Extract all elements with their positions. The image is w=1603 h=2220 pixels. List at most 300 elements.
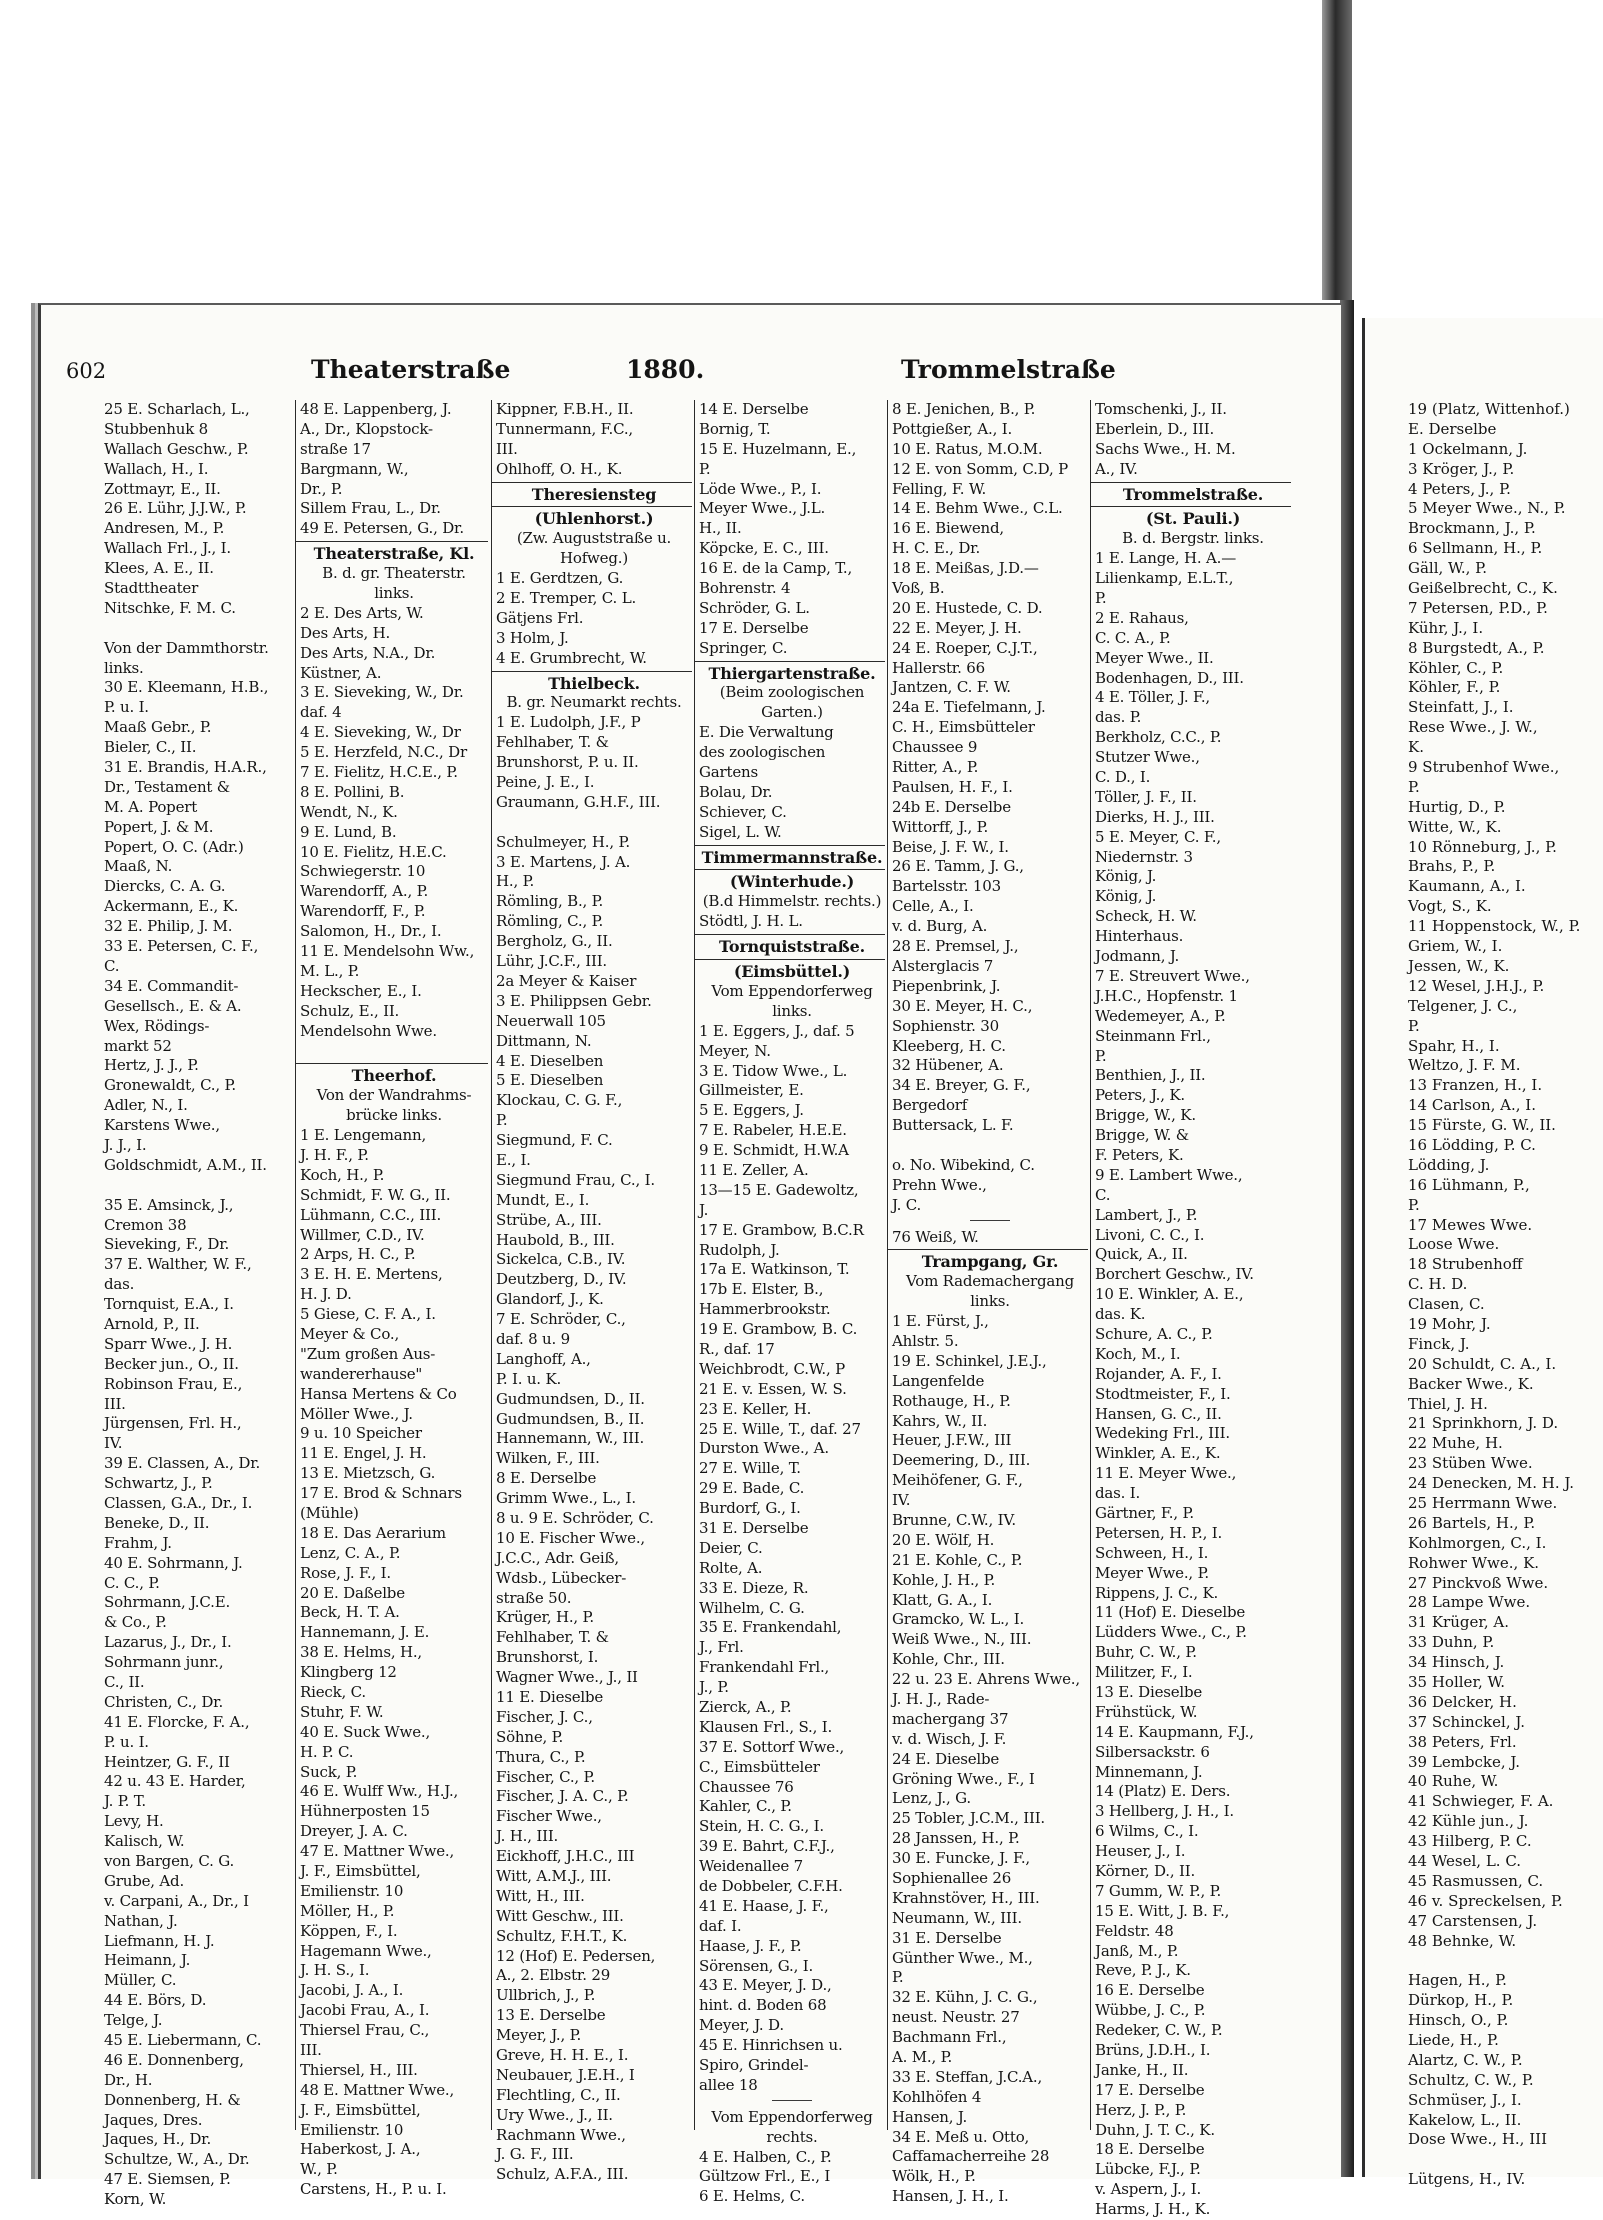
directory-entry: 10 E. Winkler, A. E., [1095, 1285, 1244, 1304]
directory-entry: Rudolph, J. [699, 1240, 780, 1259]
directory-entry: Duhn, J. T. C., K. [1095, 2120, 1215, 2139]
directory-entry: Haase, J. F., P. [699, 1936, 802, 1955]
directory-entry: 26 E. Tamm, J. G., [892, 857, 1024, 876]
directory-entry: Meyer Wwe., II. [1095, 648, 1214, 667]
directory-entry: markt 52 [104, 1036, 172, 1055]
section-rule [888, 1220, 1088, 1228]
directory-entry: Jacobi, J. A., I. [300, 1981, 404, 2000]
directory-entry: Nathan, J. [104, 1911, 178, 1930]
directory-entry: Clasen, C. [1408, 1295, 1485, 1314]
directory-entry: 23 Stüben Wwe. [1408, 1454, 1533, 1473]
directory-entry: Flechtling, C., II. [496, 2085, 621, 2104]
directory-entry: 32 E. Philip, J. M. [104, 917, 233, 936]
directory-entry: Kohlhöfen 4 [892, 2087, 982, 2106]
directory-entry: 9 Strubenhof Wwe., [1408, 758, 1560, 777]
directory-entry: Wagner Wwe., J., II [496, 1668, 638, 1687]
directory-entry: Haberkost, J. A., [300, 2140, 421, 2159]
directory-entry: Hannemann, W., III. [496, 1429, 645, 1448]
directory-entry: 28 Janssen, H., P. [892, 1829, 1020, 1848]
directory-entry: Schultz, C. W., P. [1408, 2070, 1534, 2089]
direction-note: links. [374, 584, 414, 603]
direction-note: B. d. gr. Theaterstr. [322, 564, 466, 583]
directory-entry: 46 E. Wulff Ww., H.J., [300, 1782, 459, 1801]
directory-entry: Janke, H., II. [1095, 2060, 1189, 2079]
directory-entry: Kühr, J., I. [1408, 618, 1484, 637]
directory-entry: Hammerbrookstr. [699, 1300, 831, 1319]
directory-entry: Hinsch, O., P. [1408, 2011, 1509, 2030]
directory-entry: Heimann, J. [104, 1951, 191, 1970]
directory-entry: Stein, H. C. G., I. [699, 1817, 824, 1836]
directory-entry: 15 E. Witt, J. B. F., [1095, 1901, 1230, 1920]
directory-entry: IV. [892, 1491, 911, 1510]
directory-entry: Schure, A. C., P. [1095, 1324, 1213, 1343]
directory-entry: Dr., H. [104, 2070, 153, 2089]
directory-entry: 24 E. Roeper, C.J.T., [892, 638, 1038, 657]
directory-entry: daf. 8 u. 9 [496, 1329, 570, 1348]
directory-entry: wandererhause" [300, 1364, 423, 1383]
directory-entry: Möller, H., P. [300, 1901, 395, 1920]
directory-entry: Griem, W., I. [1408, 937, 1503, 956]
directory-entry: Telgener, J. C., [1408, 996, 1518, 1015]
directory-entry: IV. [104, 1434, 123, 1453]
directory-entry: P. [1408, 777, 1420, 796]
directory-entry: 11 E. Mendelsohn Ww., [300, 942, 475, 961]
directory-entry: Langenfelde [892, 1371, 985, 1390]
directory-entry: Thiersel, H., III. [300, 2060, 418, 2079]
directory-entry: des zoologischen [699, 743, 826, 762]
directory-entry: 44 E. Börs, D. [104, 1991, 207, 2010]
directory-entry: P. [892, 1968, 904, 1987]
directory-entry: Jaques, Dres. [104, 2110, 203, 2129]
directory-entry: 33 E. Petersen, C. F., [104, 937, 259, 956]
directory-entry: Salomon, H., Dr., I. [300, 922, 442, 941]
directory-entry: Lilienkamp, E.L.T., [1095, 569, 1234, 588]
directory-entry: Wilken, F., III. [496, 1449, 600, 1468]
directory-entry: C. [104, 956, 120, 975]
directory-entry: Schmüser, J., I. [1408, 2090, 1522, 2109]
directory-entry: König, J. [1095, 867, 1157, 886]
directory-entry: Meyer, J., P. [496, 2026, 582, 2045]
directory-entry: Bohrenstr. 4 [699, 579, 791, 598]
directory-entry: Fischer Wwe., [496, 1807, 602, 1826]
directory-entry: C. H. D. [1408, 1275, 1468, 1294]
directory-entry: Silbersackstr. 6 [1095, 1742, 1210, 1761]
directory-entry: Fischer, J. A. C., P. [496, 1787, 629, 1806]
directory-entry: daf. I. [699, 1916, 742, 1935]
directory-entry: 4 E. Halben, C., P. [699, 2147, 832, 2166]
directory-entry: 19 (Platz, Wittenhof.) [1408, 400, 1570, 418]
directory-entry: 40 Ruhe, W. [1408, 1772, 1499, 1791]
directory-entry: 37 E. Sottorf Wwe., [699, 1737, 845, 1756]
directory-entry: A., IV. [1095, 459, 1138, 478]
directory-entry: Graumann, G.H.F., III. [496, 792, 661, 811]
directory-entry: 3 Kröger, J., P. [1408, 459, 1515, 478]
directory-entry: III. [496, 439, 518, 458]
directory-entry: 10 E. Fischer Wwe., [496, 1528, 645, 1547]
directory-column-2 [295, 400, 488, 2199]
directory-entry: 33 E. Dieze, R. [699, 1578, 809, 1597]
directory-entry: 35 E. Frankendahl, [699, 1618, 842, 1637]
directory-entry: Brigge, W., K. [1095, 1106, 1196, 1125]
directory-entry: 3 E. Philippsen Gebr. [496, 991, 652, 1010]
directory-entry: Wübbe, J. C., P. [1095, 2001, 1206, 2020]
directory-entry: Celle, A., I. [892, 897, 974, 916]
directory-entry: 14 E. Kaupmann, F.J., [1095, 1722, 1254, 1741]
directory-entry: Jaques, H., Dr. [104, 2130, 212, 2149]
directory-entry: 20 E. Daßelbe [300, 1583, 405, 1602]
directory-entry: Deier, C. [699, 1538, 763, 1557]
directory-entry: Dierks, H. J., III. [1095, 807, 1215, 826]
directory-entry: Wendt, N., K. [300, 802, 398, 821]
directory-entry: 13 Franzen, H., I. [1408, 1076, 1543, 1095]
directory-entry: Janß, M., P. [1095, 1941, 1179, 1960]
directory-entry: Kahler, C., P. [699, 1797, 792, 1816]
directory-entry: Warendorff, F., P. [300, 902, 426, 921]
directory-entry: Bergedorf [892, 1096, 968, 1115]
directory-entry: 13—15 E. Gadewoltz, [699, 1180, 859, 1199]
directory-entry: 24 E. Dieselbe [892, 1749, 1000, 1768]
directory-entry: 21 E. Kohle, C., P. [892, 1550, 1023, 1569]
directory-entry: 45 Rasmussen, C. [1408, 1871, 1544, 1890]
directory-entry: Buhr, C. W., P. [1095, 1643, 1197, 1662]
directory-entry: Rose, J. F., I. [300, 1563, 391, 1582]
directory-entry: Bergholz, G., II. [496, 932, 613, 951]
section-rule [695, 2100, 885, 2108]
directory-column-4 [694, 400, 885, 2206]
directory-entry: Klockau, C. G. F., [496, 1091, 623, 1110]
directory-entry: Hühnerposten 15 [300, 1802, 430, 1821]
directory-entry: 11 (Hof) E. Dieselbe [1095, 1603, 1246, 1622]
directory-entry: E., I. [496, 1150, 531, 1169]
directory-entry: Alartz, C. W., P. [1408, 2050, 1523, 2069]
directory-entry: v. d. Burg, A. [892, 917, 988, 936]
directory-entry: 42 u. 43 E. Harder, [104, 1772, 246, 1791]
directory-entry: 45 E. Hinrichsen u. [699, 2036, 843, 2055]
directory-entry: Hertz, J. J., P. [104, 1056, 199, 1075]
directory-entry: Sieveking, F., Dr. [104, 1235, 230, 1254]
directory-entry: 47 E. Siemsen, P. [104, 2170, 231, 2189]
directory-entry: 22 Muhe, H. [1408, 1434, 1503, 1453]
directory-entry: das. [104, 1275, 135, 1294]
directory-entry: 2 E. Tremper, C. L. [496, 589, 637, 608]
direction-note: (Zw. Auguststraße u. [516, 529, 672, 548]
directory-entry: Zierck, A., P. [699, 1698, 792, 1716]
directory-entry: 48 E. Mattner Wwe., [300, 2080, 455, 2099]
directory-entry: 24b E. Derselbe [892, 797, 1011, 816]
directory-entry: Reve, P. J., K. [1095, 1961, 1191, 1980]
directory-entry: 42 Kühle jun., J. [1408, 1812, 1529, 1831]
directory-entry: Söhne, P. [496, 1727, 564, 1746]
directory-entry: 17 Mewes Wwe. [1408, 1215, 1533, 1234]
directory-entry: 26 E. Lühr, J.J.W., P. [104, 499, 247, 518]
directory-entry: hint. d. Boden 68 [699, 1996, 827, 2015]
directory-entry: P. u. I. [104, 1732, 149, 1751]
directory-entry: 25 Herrmann Wwe. [1408, 1493, 1558, 1512]
directory-entry: Popert, J. & M. [104, 817, 214, 836]
directory-entry: 10 E. Ratus, M.O.M. [892, 439, 1043, 458]
directory-entry: Arnold, P., II. [104, 1314, 200, 1333]
directory-entry: 17b E. Elster, B., [699, 1280, 824, 1299]
directory-entry: 17 E. Derselbe [1095, 2080, 1205, 2099]
directory-entry: 47 E. Mattner Wwe., [300, 1842, 455, 1861]
directory-entry: Hansen, J. [892, 2107, 968, 2126]
directory-entry: Petersen, H. P., I. [1095, 1523, 1223, 1542]
directory-entry: Heuser, J., I. [1095, 1842, 1186, 1861]
directory-entry: 20 Schuldt, C. A., I. [1408, 1354, 1557, 1373]
directory-entry: Winkler, A. E., K. [1095, 1444, 1221, 1463]
directory-entry: Eberlein, D., III. [1095, 419, 1215, 438]
directory-entry: H. C. E., Dr. [892, 539, 981, 558]
directory-entry: Grube, Ad. [104, 1871, 185, 1890]
directory-entry: Körner, D., II. [1095, 1862, 1196, 1881]
directory-entry: Korn, W. [104, 2190, 167, 2209]
directory-entry: Peters, J., K. [1095, 1086, 1185, 1105]
direction-note: Vom Rademachergang [905, 1272, 1075, 1291]
directory-entry: C. C., P. [104, 1573, 160, 1592]
directory-entry: Witt, A.M.J., III. [496, 1867, 612, 1886]
directory-entry: Bieler, C., II. [104, 738, 197, 757]
directory-entry: Ritter, A., P. [892, 758, 979, 777]
directory-entry: 13 E. Dieselbe [1095, 1683, 1203, 1701]
directory-entry: Meihöfener, G. F., [892, 1471, 1023, 1490]
directory-entry: Hansa Mertens & Co [300, 1384, 457, 1403]
directory-entry: 14 E. Behm Wwe., C.L. [892, 499, 1063, 518]
directory-entry: Tornquist, E.A., I. [104, 1295, 234, 1314]
street-heading: (Winterhude.) [695, 869, 885, 892]
directory-entry: Sparr Wwe., J. H. [104, 1334, 233, 1353]
directory-entry: P. [496, 1111, 508, 1130]
directory-entry: J. P. T. [104, 1792, 146, 1811]
directory-entry: 7 E. Schröder, C., [496, 1310, 626, 1329]
directory-entry: Kalisch, W. [104, 1832, 185, 1851]
directory-entry: Becker jun., O., II. [104, 1354, 239, 1373]
directory-entry: straße 50. [496, 1588, 572, 1607]
directory-entry: 43 E. Meyer, J. D., [699, 1976, 832, 1995]
directory-entry: 8 E. Pollini, B. [300, 782, 405, 801]
directory-entry: A. M., P. [892, 2048, 953, 2067]
directory-entry: Grimm Wwe., L., I. [496, 1489, 636, 1508]
street-heading: Trampgang, Gr. [888, 1249, 1088, 1272]
directory-entry: E. Die Verwaltung [699, 723, 834, 742]
direction-note: Vom Eppendorferweg [711, 2107, 873, 2126]
directory-entry: 45 E. Liebermann, C. [104, 2031, 262, 2050]
directory-entry: A., 2. Elbstr. 29 [496, 1966, 611, 1985]
directory-entry: 16 Lödding, P. C. [1408, 1135, 1536, 1154]
directory-entry: Thura, C., P. [496, 1747, 586, 1766]
directory-entry [1404, 2150, 1600, 2170]
directory-entry: Fischer, J. C., [496, 1707, 593, 1726]
directory-entry: 3 Hellberg, J. H., I. [1095, 1802, 1234, 1821]
directory-entry: Sigel, L. W. [699, 822, 782, 841]
directory-entry: von Bargen, C. G. [104, 1852, 235, 1871]
directory-entry: Finck, J. [1408, 1334, 1470, 1353]
directory-entry: Sörensen, G., I. [699, 1956, 814, 1975]
directory-entry: Hannemann, J. E. [300, 1623, 430, 1642]
directory-entry: Christen, C., Dr. [104, 1692, 224, 1711]
directory-entry: Lambert, J., P. [1095, 1205, 1198, 1224]
directory-entry: III. [300, 2041, 322, 2060]
directory-entry: Römling, B., P. [496, 892, 604, 911]
directory-entry: Klatt, G. A., I. [892, 1590, 993, 1609]
directory-entry: 14 (Platz) E. Ders. [1095, 1782, 1231, 1801]
directory-entry: Caffamacherreihe 28 [892, 2147, 1050, 2166]
directory-entry: Schultz, F.H.T., K. [496, 1926, 628, 1945]
directory-entry: Kohle, Chr., III. [892, 1650, 1005, 1669]
page-number: 602 [66, 359, 107, 383]
directory-entry: 5 E. Herzfeld, N.C., Dr [300, 743, 467, 762]
directory-entry: Des Arts, N.A., Dr. [300, 643, 436, 662]
directory-entry: 5 E. Eggers, J. [699, 1101, 804, 1120]
directory-entry: 1 E. Gerdtzen, G. [496, 569, 624, 588]
directory-entry: 3 E. H. E. Mertens, [300, 1265, 443, 1284]
directory-entry: 2 E. Des Arts, W. [300, 603, 424, 622]
directory-entry: 7 Gumm, W. P., P. [1095, 1881, 1222, 1900]
directory-entry: 18 E. Meißas, J.D.— [892, 559, 1039, 578]
directory-entry: Gramcko, W. L., I. [892, 1610, 1025, 1629]
direction-note: Vom Eppendorferweg [711, 981, 873, 1000]
directory-entry: Gärtner, F., P. [1095, 1503, 1194, 1522]
directory-entry: Chaussee 76 [699, 1777, 794, 1796]
directory-entry: 40 E. Suck Wwe., [300, 1722, 431, 1741]
directory-entry: 18 E. Derselbe [1095, 2140, 1205, 2159]
directory-entry: Müller, C. [104, 1971, 177, 1990]
directory-entry: v. d. Wisch, J. F. [892, 1729, 1007, 1748]
directory-entry: Sillem Frau, L., Dr. [300, 499, 441, 518]
directory-entry: Willmer, C.D., IV. [300, 1225, 425, 1244]
directory-entry: Meyer & Co., [300, 1324, 400, 1343]
directory-entry: 4 Peters, J., P. [1408, 479, 1511, 498]
directory-entry: Jacobi Frau, A., I. [300, 2001, 430, 2020]
directory-entry: Bolau, Dr. [699, 782, 773, 801]
directory-entry: 40 E. Sohrmann, J. [104, 1553, 243, 1572]
directory-entry: W., P. [300, 2160, 338, 2179]
directory-entry: Fehlhaber, T. & [496, 1628, 609, 1647]
directory-column-3 [491, 400, 692, 2184]
directory-entry: Gillmeister, E. [699, 1081, 804, 1100]
directory-entry: Schulz, A.F.A., III. [496, 2165, 629, 2184]
directory-entry: M. A. Popert [104, 797, 198, 816]
directory-entry: 1 E. Lengemann, [300, 1126, 427, 1145]
direction-note: (Beim zoologischen [719, 683, 865, 702]
directory-entry: H., P. [496, 872, 535, 891]
directory-entry: Borchert Geschw., IV. [1095, 1265, 1254, 1284]
directory-entry: 2 E. Rahaus, [1095, 608, 1189, 627]
directory-entry: Gültzow Frl., E., I [699, 2167, 831, 2186]
directory-entry [100, 1176, 290, 1196]
directory-entry: Greve, H. H. E., I. [496, 2046, 629, 2065]
directory-entry: Eickhoff, J.H.C., III [496, 1847, 635, 1866]
directory-entry: 23 E. Keller, H. [699, 1399, 812, 1418]
directory-entry: 35 E. Amsinck, J., [104, 1195, 234, 1214]
directory-entry: Strübe, A., III. [496, 1210, 602, 1229]
directory-entry: 11 Hoppenstock, W., P. [1408, 917, 1581, 936]
directory-entry: 13 E. Derselbe [496, 2006, 606, 2025]
directory-entry: 39 Lembcke, J. [1408, 1752, 1521, 1771]
directory-entry: 25 E. Scharlach, L., [104, 400, 250, 418]
directory-entry: Witte, W., K. [1408, 817, 1502, 836]
directory-entry: 28 Lampe Wwe. [1408, 1593, 1531, 1612]
directory-entry: 34 E. Meß u. Otto, [892, 2127, 1030, 2146]
directory-entry: 16 E. de la Camp, T., [699, 559, 853, 578]
directory-entry: Vogt, S., K. [1408, 897, 1492, 916]
directory-entry: 37 Schinckel, J. [1408, 1712, 1525, 1731]
directory-entry: Peine, J. E., I. [496, 773, 595, 792]
directory-entry: Stutzer Wwe., [1095, 748, 1200, 767]
directory-entry: Glandorf, J., K. [496, 1290, 604, 1309]
directory-entry: 1 E. Fürst, J., [892, 1312, 989, 1331]
directory-entry: Hagemann Wwe., [300, 1941, 432, 1960]
directory-entry: C., Eimsbütteler [699, 1757, 820, 1776]
street-heading: Theerhof. [296, 1063, 488, 1086]
directory-entry: P. u. I. [104, 698, 149, 717]
directory-entry: 10 Rönneburg, J., P. [1408, 837, 1557, 856]
directory-entry: Beneke, D., II. [104, 1513, 210, 1532]
directory-entry: 7 E. Fielitz, H.C.E., P. [300, 763, 458, 782]
directory-entry: H. P. C. [300, 1742, 354, 1761]
street-title-right: Trommelstraße [901, 355, 1116, 384]
directory-entry: Sohrmann junr., [104, 1653, 224, 1672]
page-header [66, 355, 1116, 395]
directory-entry: J. F., Eimsbüttel, [300, 1862, 421, 1881]
directory-entry: 33 E. Steffan, J.C.A., [892, 2067, 1043, 2086]
directory-entry: 15 Fürste, G. W., II. [1408, 1116, 1556, 1135]
directory-entry: Prehn Wwe., [892, 1175, 987, 1194]
directory-entry: 18 Strubenhoff [1408, 1255, 1523, 1274]
directory-entry: 34 E. Breyer, G. F., [892, 1076, 1031, 1095]
directory-entry: Rese Wwe., J. W., [1408, 718, 1538, 737]
directory-entry: Maaß, N. [104, 857, 173, 876]
directory-entry: Gronewaldt, C., P. [104, 1076, 236, 1095]
directory-entry: & Co., P. [104, 1613, 167, 1632]
directory-entry: Lübcke, F.J., P. [1095, 2160, 1201, 2179]
directory-entry: 28 E. Premsel, J., [892, 937, 1019, 956]
directory-entry: Meyer Wwe., P. [1095, 1563, 1209, 1582]
directory-entry: Geißelbrecht, C., K. [1408, 579, 1558, 598]
directory-entry: Donnenberg, H. & [104, 2090, 241, 2109]
directory-entry: Witt Geschw., III. [496, 1906, 624, 1925]
directory-entry: Schwiegerstr. 10 [300, 862, 426, 881]
directory-entry: 30 E. Meyer, H. C., [892, 996, 1033, 1015]
directory-entry: Brunshorst, I. [496, 1648, 599, 1667]
directory-entry: 5 Meyer Wwe., N., P. [1408, 499, 1566, 518]
directory-entry: Rachmann Wwe., [496, 2125, 626, 2144]
directory-entry: 7 Petersen, P.D., P. [1408, 598, 1548, 617]
direction-note: (B.d Himmelstr. rechts.) [702, 892, 882, 911]
directory-entry: Stadttheater [104, 579, 199, 598]
directory-entry: Köhler, F., P. [1408, 678, 1501, 697]
directory-entry: 38 E. Helms, H., [300, 1643, 422, 1662]
direction-note: Von der Wandrahms- [316, 1086, 472, 1105]
directory-entry: 16 Lühmann, P., [1408, 1175, 1530, 1194]
directory-entry: Köpcke, E. C., III. [699, 539, 829, 558]
directory-entry: Brigge, W. & [1095, 1126, 1189, 1145]
directory-entry: Benthien, J., II. [1095, 1066, 1206, 1085]
directory-entry: Wdsb., Lübecker- [496, 1568, 627, 1587]
directory-entry: (Mühle) [300, 1503, 359, 1522]
directory-entry: 21 Sprinkhorn, J. D. [1408, 1414, 1559, 1433]
directory-entry: 5 Giese, C. F. A., I. [300, 1305, 436, 1324]
directory-entry: Carstens, H., P. u. I. [300, 2180, 447, 2199]
directory-entry: Kleeberg, H. C. [892, 1036, 1006, 1055]
directory-entry: Minnemann, J. [1095, 1762, 1203, 1781]
directory-entry: Neumann, W., III. [892, 1908, 1022, 1927]
directory-entry: J. H. F., P. [300, 1145, 369, 1164]
directory-entry: Dose Wwe., H., III [1408, 2130, 1547, 2149]
directory-entry: neust. Neustr. 27 [892, 2008, 1020, 2027]
directory-entry: König, J. [1095, 887, 1157, 906]
directory-entry: 11 E. Meyer Wwe., [1095, 1464, 1237, 1483]
directory-entry: F. Peters, K. [1095, 1145, 1184, 1164]
